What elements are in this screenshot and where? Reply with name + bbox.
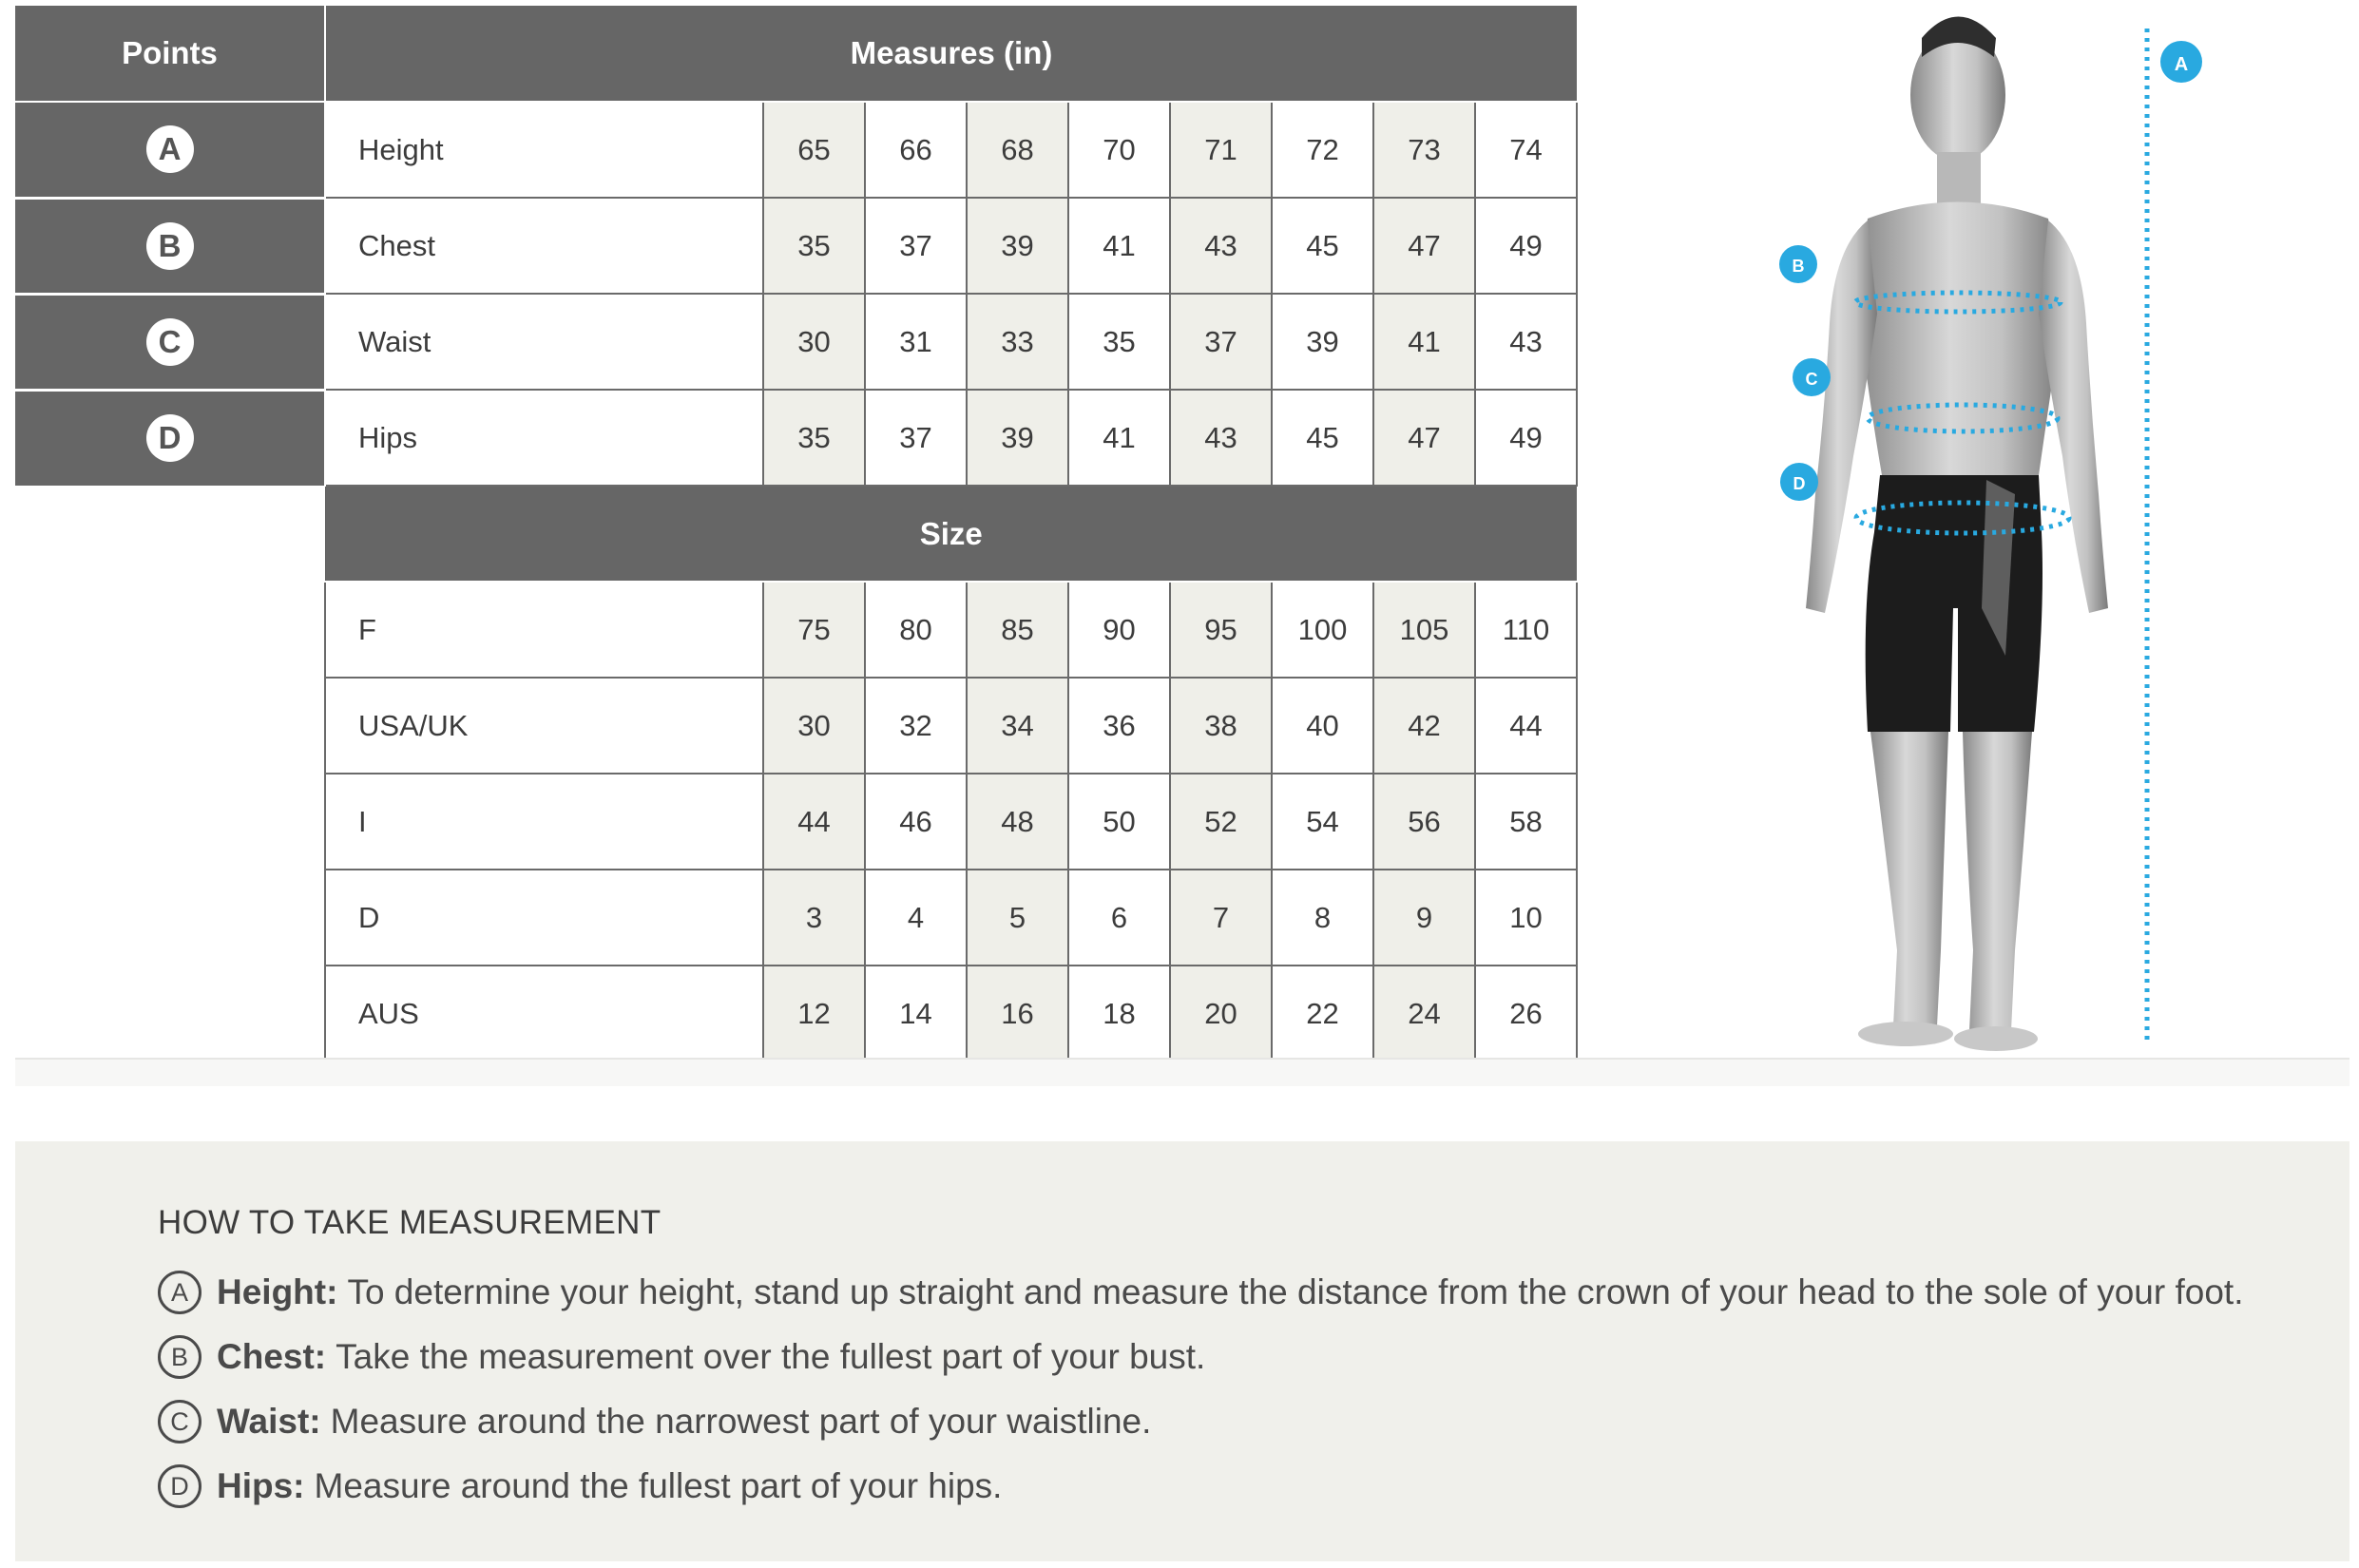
size-value: 95: [1170, 582, 1272, 678]
size-value: 20: [1170, 966, 1272, 1061]
measure-value: 70: [1068, 102, 1170, 198]
size-value: 9: [1373, 870, 1475, 966]
step-text: Measure around the fullest part of your hips.: [314, 1466, 1003, 1505]
size-value: 3: [763, 870, 865, 966]
measure-label: Hips: [325, 390, 763, 486]
svg-text:B: B: [1792, 257, 1805, 276]
measure-value: 41: [1068, 390, 1170, 486]
size-value: 100: [1272, 582, 1373, 678]
size-value: 42: [1373, 678, 1475, 774]
svg-text:C: C: [1805, 370, 1818, 389]
measure-value: 47: [1373, 198, 1475, 294]
blank-cell: [15, 966, 325, 1061]
measure-value: 73: [1373, 102, 1475, 198]
blank-cell: [15, 870, 325, 966]
point-c-icon: C: [146, 318, 194, 366]
size-value: 54: [1272, 774, 1373, 870]
size-value: 24: [1373, 966, 1475, 1061]
measures-header: Measures (in): [325, 6, 1577, 102]
measure-row-hips: [15, 390, 1577, 486]
badge-b-icon: B: [158, 1335, 201, 1379]
point-a-icon: A: [146, 125, 194, 173]
measure-label: Height: [325, 102, 763, 198]
measurement-instructions: [15, 1141, 2349, 1561]
size-value: 30: [763, 678, 865, 774]
step-waist: [158, 1397, 1151, 1446]
size-value: 12: [763, 966, 865, 1061]
size-value: 22: [1272, 966, 1373, 1061]
size-label: F: [325, 582, 763, 678]
swimmer-figure: [1673, 0, 2300, 1060]
measure-value: 30: [763, 294, 865, 390]
size-value: 4: [865, 870, 967, 966]
measure-value: 68: [967, 102, 1068, 198]
size-value: 26: [1475, 966, 1577, 1061]
measure-label: Chest: [325, 198, 763, 294]
step-text: Take the measurement over the fullest part of your bust.: [336, 1337, 1206, 1376]
measure-value: 72: [1272, 102, 1373, 198]
table-header-row: [15, 6, 1577, 102]
measure-value: 37: [1170, 294, 1272, 390]
measure-value: 43: [1170, 390, 1272, 486]
step-chest: [158, 1332, 1205, 1382]
measure-value: 41: [1068, 198, 1170, 294]
size-label: D: [325, 870, 763, 966]
size-value: 50: [1068, 774, 1170, 870]
size-value: 48: [967, 774, 1068, 870]
step-height: [158, 1268, 2243, 1317]
measure-label: Waist: [325, 294, 763, 390]
size-value: 32: [865, 678, 967, 774]
point-cell: [15, 198, 325, 294]
points-header: Points: [15, 6, 325, 102]
size-value: 8: [1272, 870, 1373, 966]
badge-d-icon: D: [158, 1464, 201, 1508]
measure-value: 45: [1272, 198, 1373, 294]
marker-a: [2160, 41, 2202, 83]
svg-text:A: A: [2174, 54, 2189, 75]
size-value: 52: [1170, 774, 1272, 870]
size-value: 6: [1068, 870, 1170, 966]
size-value: 46: [865, 774, 967, 870]
measure-value: 65: [763, 102, 865, 198]
point-d-icon: D: [146, 414, 194, 462]
measure-value: 35: [763, 390, 865, 486]
size-row: [15, 582, 1577, 678]
measure-value: 43: [1170, 198, 1272, 294]
size-value: 80: [865, 582, 967, 678]
badge-a-icon: A: [158, 1271, 201, 1314]
size-value: 14: [865, 966, 967, 1061]
size-value: 16: [967, 966, 1068, 1061]
point-cell: [15, 102, 325, 198]
measure-row-chest: [15, 198, 1577, 294]
measure-value: 45: [1272, 390, 1373, 486]
step-label: Chest:: [217, 1337, 327, 1376]
measure-value: 35: [1068, 294, 1170, 390]
measure-value: 39: [967, 198, 1068, 294]
marker-d: [1780, 463, 1818, 501]
size-row: [15, 966, 1577, 1061]
measure-row-waist: [15, 294, 1577, 390]
marker-c: [1793, 358, 1831, 396]
point-b-icon: B: [146, 222, 194, 270]
point-cell: [15, 294, 325, 390]
size-value: 75: [763, 582, 865, 678]
size-value: 34: [967, 678, 1068, 774]
size-value: 90: [1068, 582, 1170, 678]
blank-cell: [15, 774, 325, 870]
step-label: Hips:: [217, 1466, 305, 1505]
step-label: Waist:: [217, 1402, 321, 1441]
size-label: I: [325, 774, 763, 870]
measure-value: 31: [865, 294, 967, 390]
size-value: 38: [1170, 678, 1272, 774]
measure-value: 66: [865, 102, 967, 198]
measure-value: 49: [1475, 390, 1577, 486]
step-text: Measure around the narrowest part of your waistline.: [330, 1402, 1152, 1441]
size-value: 10: [1475, 870, 1577, 966]
measure-value: 41: [1373, 294, 1475, 390]
size-row: [15, 774, 1577, 870]
step-hips: [158, 1462, 1002, 1511]
measure-value: 37: [865, 390, 967, 486]
size-row: [15, 678, 1577, 774]
instructions-title: HOW TO TAKE MEASUREMENT: [158, 1204, 662, 1241]
size-value: 85: [967, 582, 1068, 678]
blank-cell: [15, 582, 325, 678]
size-header: Size: [325, 486, 1577, 582]
section-divider: [15, 1058, 2349, 1086]
size-value: 56: [1373, 774, 1475, 870]
measure-row-height: [15, 102, 1577, 198]
measure-value: 37: [865, 198, 967, 294]
svg-text:D: D: [1793, 474, 1806, 493]
measure-value: 35: [763, 198, 865, 294]
step-label: Height:: [217, 1272, 338, 1311]
size-value: 58: [1475, 774, 1577, 870]
size-value: 44: [1475, 678, 1577, 774]
size-label: USA/UK: [325, 678, 763, 774]
size-header-row: [15, 486, 1577, 582]
measure-value: 49: [1475, 198, 1577, 294]
measure-value: 33: [967, 294, 1068, 390]
measure-value: 47: [1373, 390, 1475, 486]
step-text: To determine your height, stand up straight and measure the distance from the crown of your head to the sole of your foot.: [347, 1272, 2244, 1311]
size-value: 5: [967, 870, 1068, 966]
size-value: 36: [1068, 678, 1170, 774]
size-row: [15, 870, 1577, 966]
size-chart-table: [15, 6, 1578, 1062]
blank-cell: [15, 486, 325, 582]
measure-value: 71: [1170, 102, 1272, 198]
size-value: 18: [1068, 966, 1170, 1061]
blank-cell: [15, 678, 325, 774]
size-value: 40: [1272, 678, 1373, 774]
badge-c-icon: C: [158, 1400, 201, 1444]
measure-value: 39: [967, 390, 1068, 486]
size-value: 7: [1170, 870, 1272, 966]
measure-value: 74: [1475, 102, 1577, 198]
marker-b: [1779, 245, 1817, 283]
size-value: 105: [1373, 582, 1475, 678]
point-cell: [15, 390, 325, 486]
size-value: 110: [1475, 582, 1577, 678]
size-label: AUS: [325, 966, 763, 1061]
size-value: 44: [763, 774, 865, 870]
measure-value: 39: [1272, 294, 1373, 390]
measure-value: 43: [1475, 294, 1577, 390]
